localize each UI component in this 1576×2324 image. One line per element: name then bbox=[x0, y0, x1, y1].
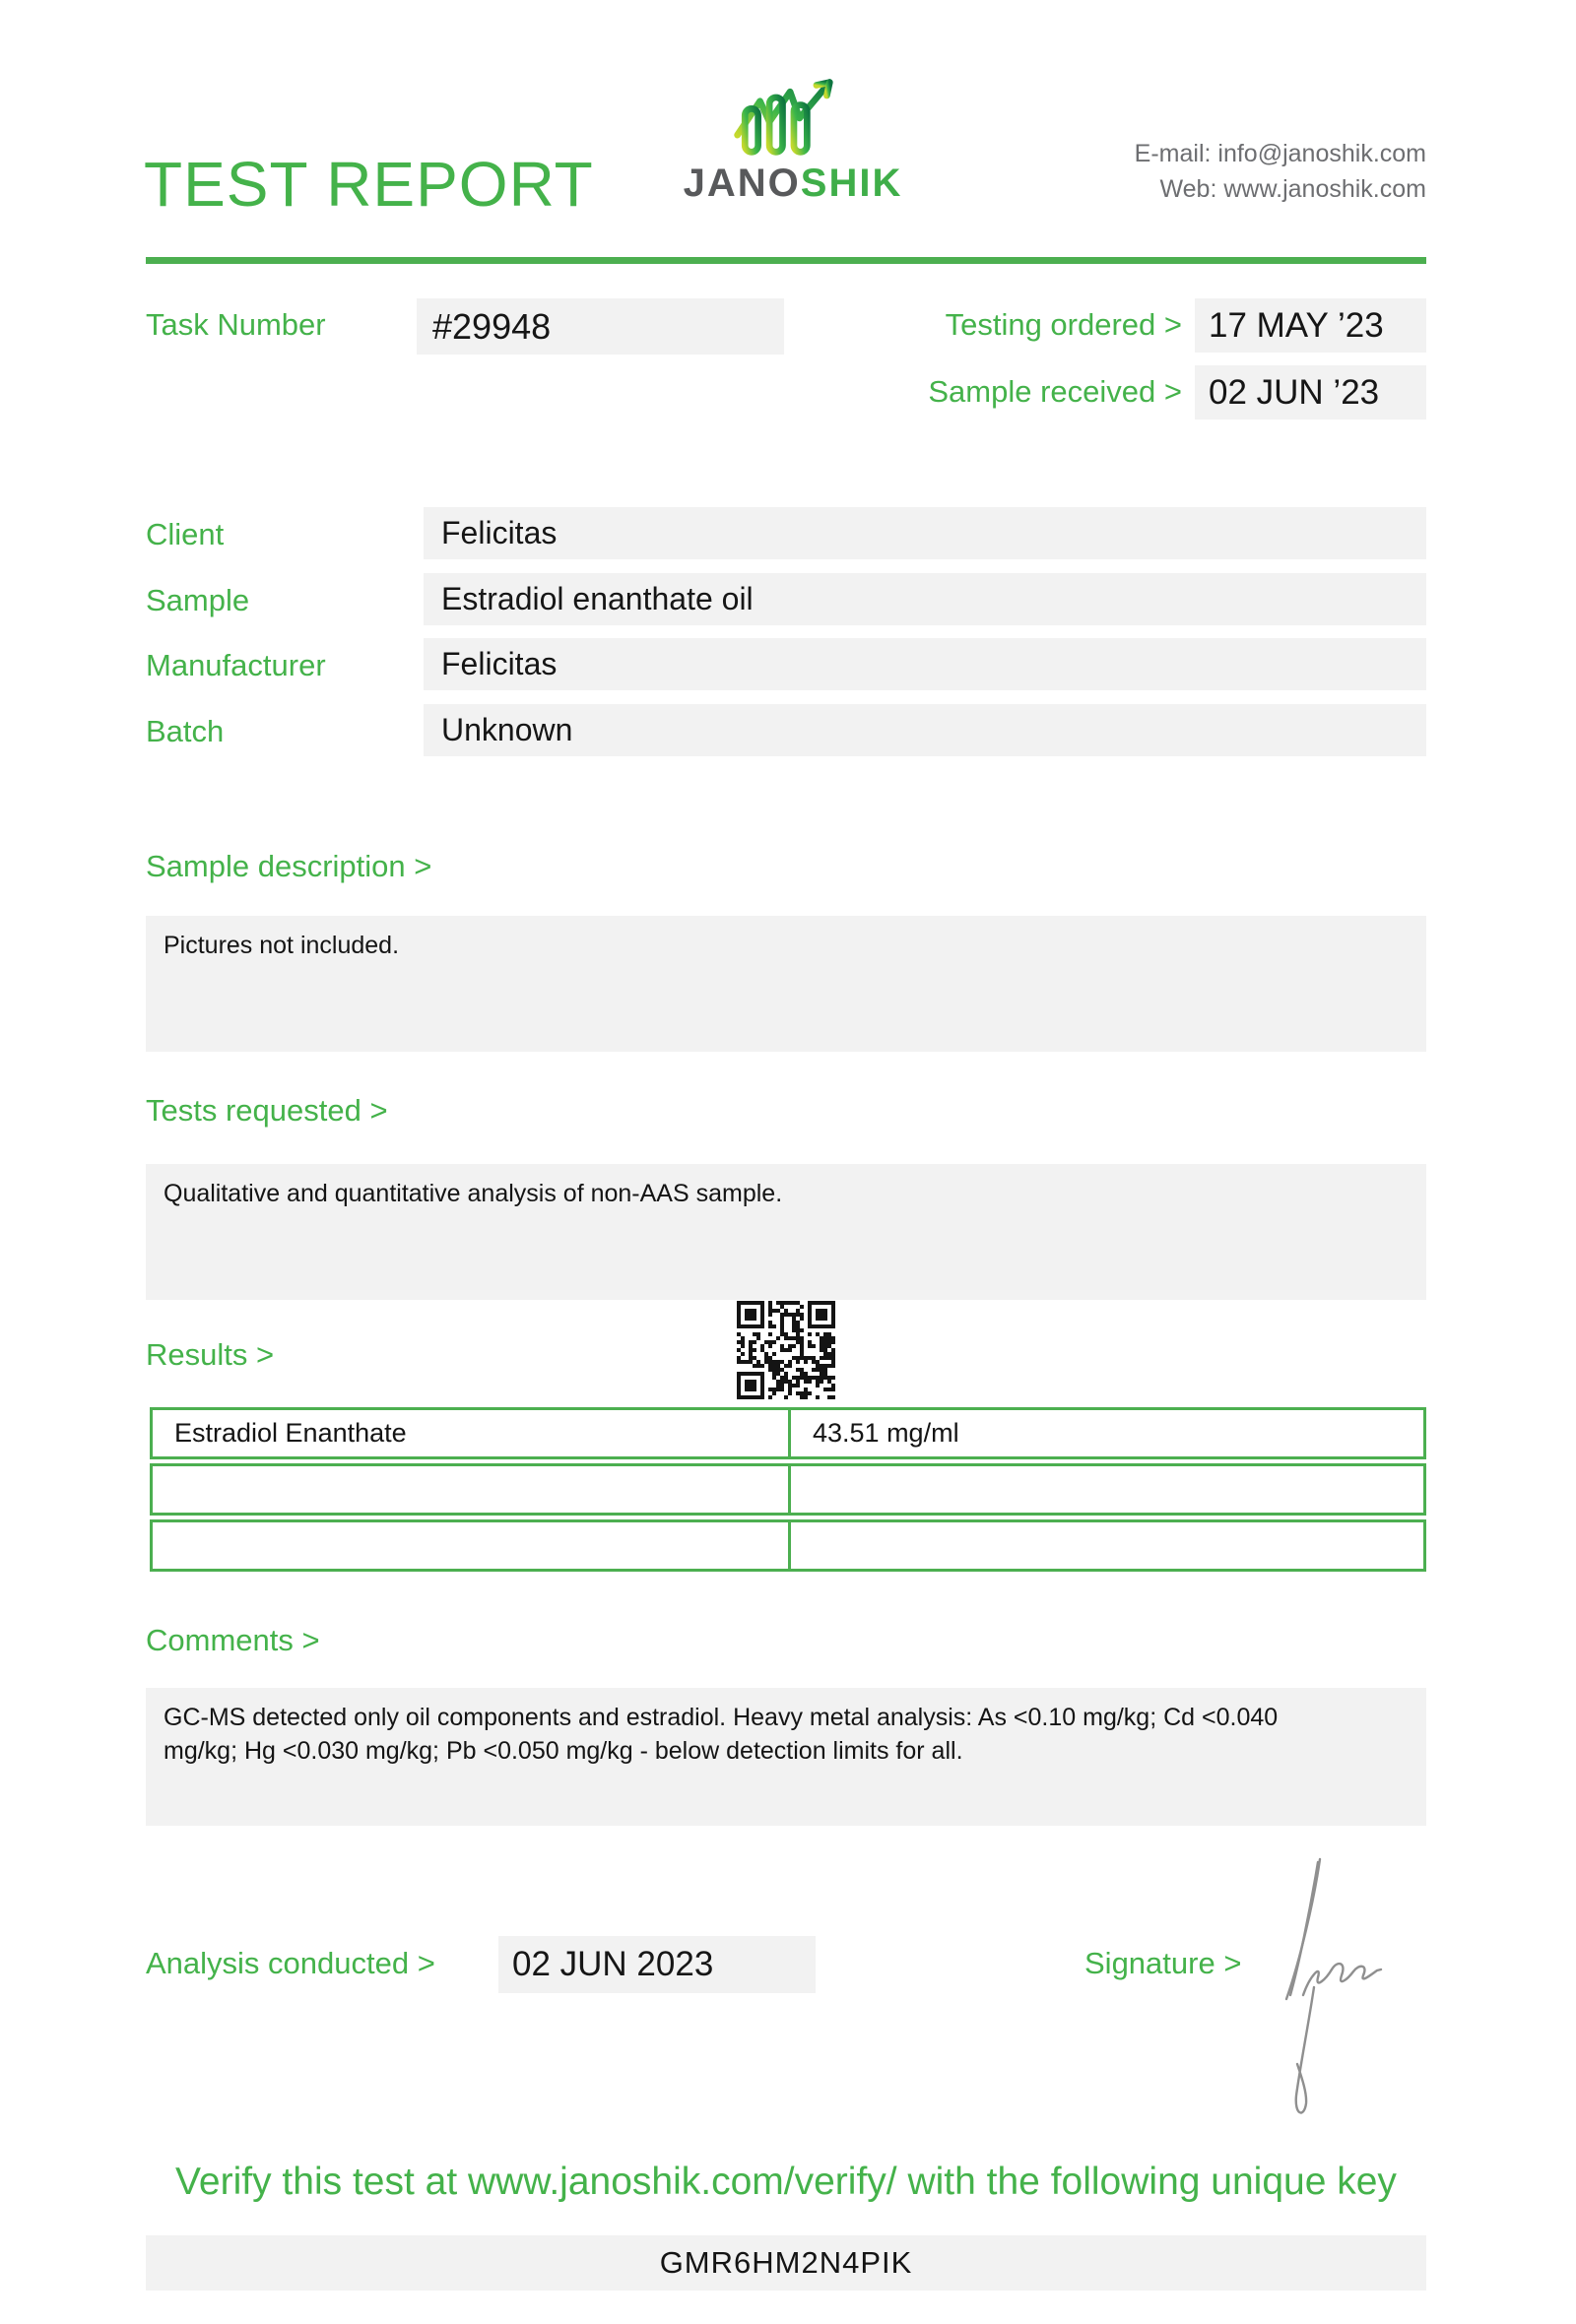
analysis-conducted-value: 02 JUN 2023 bbox=[512, 1945, 714, 1983]
tests-requested-text: Qualitative and quantitative analysis of non-AAS sample. bbox=[164, 1180, 783, 1207]
janoshik-logo bbox=[670, 75, 916, 206]
result-value: 43.51 mg/ml bbox=[788, 1410, 1423, 1456]
client-label: Client bbox=[146, 517, 225, 551]
tests-requested-box bbox=[146, 1164, 1426, 1300]
result-value bbox=[788, 1522, 1423, 1569]
testing-ordered-box bbox=[1195, 298, 1426, 353]
header-divider bbox=[146, 257, 1426, 264]
growth-chart-arrow-icon bbox=[731, 75, 855, 160]
results-table-row bbox=[150, 1407, 1426, 1459]
results-heading: Results > bbox=[146, 1337, 275, 1372]
manufacturer-label: Manufacturer bbox=[146, 648, 326, 682]
analysis-conducted-label: Analysis conducted > bbox=[146, 1946, 435, 1980]
contact-block bbox=[1135, 136, 1426, 207]
sample-description-heading: Sample description > bbox=[146, 849, 432, 883]
unique-key-box bbox=[146, 2235, 1426, 2291]
testing-ordered-value: 17 MAY ’23 bbox=[1209, 306, 1384, 345]
sample-received-label: Sample received > bbox=[928, 374, 1182, 409]
result-value bbox=[788, 1466, 1423, 1513]
web-value: www.janoshik.com bbox=[1223, 175, 1426, 203]
sample-description-box bbox=[146, 916, 1426, 1052]
web-label: Web: bbox=[1159, 175, 1217, 203]
sample-received-box bbox=[1195, 365, 1426, 420]
signature-label: Signature > bbox=[1084, 1946, 1242, 1980]
comments-box bbox=[146, 1688, 1426, 1826]
sample-label: Sample bbox=[146, 583, 250, 617]
batch-label: Batch bbox=[146, 714, 225, 748]
result-substance: Estradiol Enanthate bbox=[174, 1418, 407, 1448]
verify-instruction: Verify this test at www.janoshik.com/verify/ with the following unique key bbox=[175, 2161, 1397, 2203]
comments-text: GC-MS detected only oil components and estradiol. Heavy metal analysis: As <0.10 mg/kg; Cd <0.040 mg/kg; Hg <0.030 mg/kg; Pb <0.050 mg/kg - below detection limits for all. bbox=[164, 1704, 1279, 1765]
client-value-box bbox=[424, 507, 1426, 559]
logo-shik-text: SHIK bbox=[800, 161, 903, 205]
task-number-value: #29948 bbox=[432, 306, 552, 347]
manufacturer-value-box bbox=[424, 638, 1426, 690]
unique-key-value: GMR6HM2N4PIK bbox=[659, 2245, 913, 2280]
batch-value: Unknown bbox=[441, 712, 573, 747]
email-value: info@janoshik.com bbox=[1217, 140, 1426, 167]
client-value: Felicitas bbox=[441, 515, 558, 550]
result-substance bbox=[153, 1522, 788, 1569]
email-label: E-mail: bbox=[1134, 140, 1212, 167]
tests-requested-heading: Tests requested > bbox=[146, 1093, 388, 1128]
manufacturer-value: Felicitas bbox=[441, 646, 558, 681]
result-substance bbox=[153, 1466, 788, 1513]
sample-description-text: Pictures not included. bbox=[164, 932, 400, 959]
batch-value-box bbox=[424, 704, 1426, 756]
task-number-label: Task Number bbox=[146, 307, 326, 342]
sample-value: Estradiol enanthate oil bbox=[441, 581, 754, 616]
handwritten-signature bbox=[1271, 1830, 1468, 2125]
results-table-row bbox=[150, 1519, 1426, 1572]
contact-web-line bbox=[1135, 171, 1426, 207]
testing-ordered-label: Testing ordered > bbox=[945, 307, 1182, 342]
comments-heading: Comments > bbox=[146, 1623, 320, 1657]
qr-code bbox=[737, 1301, 835, 1399]
sample-received-value: 02 JUN ’23 bbox=[1209, 373, 1380, 412]
analysis-conducted-box bbox=[498, 1936, 816, 1993]
results-table-row bbox=[150, 1463, 1426, 1516]
logo-jano-text: JANO bbox=[683, 161, 801, 205]
page-title: TEST REPORT bbox=[144, 149, 594, 220]
sample-value-box bbox=[424, 573, 1426, 625]
contact-email-line bbox=[1135, 136, 1426, 171]
task-number-box bbox=[417, 298, 784, 355]
logo-wordmark bbox=[670, 161, 916, 206]
